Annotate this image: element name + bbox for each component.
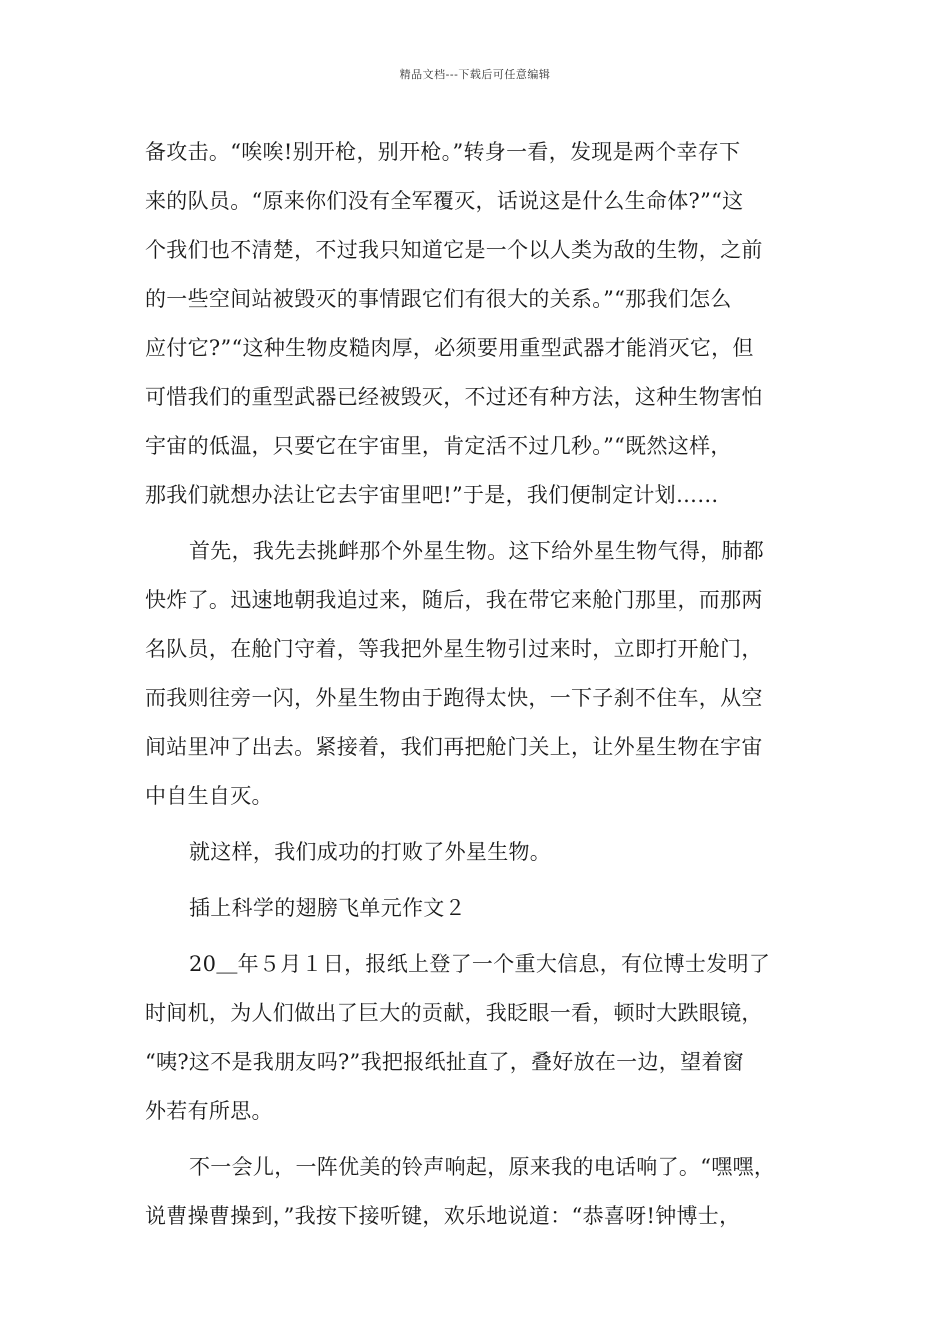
section-title <box>145 884 815 933</box>
text-line: 名队员，在舱门守着，等我把外星生物引过来时，立即打开舱门， <box>145 637 763 661</box>
text-line: 而我则往旁一闪，外星生物由于跑得太快，一下子刹不住车，从空 <box>145 686 763 710</box>
text-line: 快炸了。迅速地朝我追过来，随后，我在带它来舱门那里，而那两 <box>145 588 763 612</box>
text-line: 的一些空间站被毁灭的事情跟它们有很大的关系。”“那我们怎么 <box>145 287 732 311</box>
text-line: 间站里冲了出去。紧接着，我们再把舱门关上，让外星生物在宇宙 <box>145 735 763 759</box>
paragraph <box>145 527 815 821</box>
text-line: 插上科学的翅膀飞单元作文２ <box>189 896 466 920</box>
text-line: 备攻击。“唉唉!别开枪，别开枪。”转身一看，发现是两个幸存下 <box>145 140 741 164</box>
text-line: 应付它?”“这种生物皮糙肉厚，必须要用重型武器才能消灭它，但 <box>145 336 754 360</box>
text-line: 可惜我们的重型武器已经被毁灭，不过还有种方法，这种生物害怕 <box>145 385 763 409</box>
paragraph <box>145 940 815 1136</box>
text-line: 外若有所思。 <box>145 1099 273 1123</box>
text-line: 不一会儿，一阵优美的铃声响起，原来我的电话响了。“嘿嘿， <box>189 1155 776 1179</box>
text-line: “咦?这不是我朋友吗?”我把报纸扯直了，叠好放在一边，望着窗 <box>145 1050 744 1074</box>
text-line: 说曹操曹操到，”我按下接听键，欢乐地说道：“恭喜呀!钟博士， <box>145 1204 741 1228</box>
page-header: 精品文档---下载后可任意编辑 <box>399 68 551 81</box>
paragraph <box>145 128 815 520</box>
text-line: 时间机，为人们做出了巨大的贡献，我眨眼一看，顿时大跌眼镜， <box>145 1001 763 1025</box>
text-line: 中自生自灭。 <box>145 784 273 808</box>
text-line: 首先，我先去挑衅那个外星生物。这下给外星生物气得，肺都 <box>189 539 765 563</box>
text-line: 就这样，我们成功的打败了外星生物。 <box>189 840 552 864</box>
paragraph <box>145 828 815 877</box>
document-body <box>145 128 815 1241</box>
text-line: 来的队员。“原来你们没有全军覆灭，话说这是什么生命体?”“这 <box>145 189 744 213</box>
paragraph <box>145 1143 815 1241</box>
text-line: 那我们就想办法让它去宇宙里吧!”于是，我们便制定计划…… <box>145 483 719 507</box>
text-line: 20＿年５月１日，报纸上登了一个重大信息，有位博士发明了 <box>189 952 771 976</box>
text-line: 宇宙的低温，只要它在宇宙里，肯定活不过几秒。”“既然这样， <box>145 434 732 458</box>
text-line: 个我们也不清楚，不过我只知道它是一个以人类为敌的生物，之前 <box>145 238 763 262</box>
